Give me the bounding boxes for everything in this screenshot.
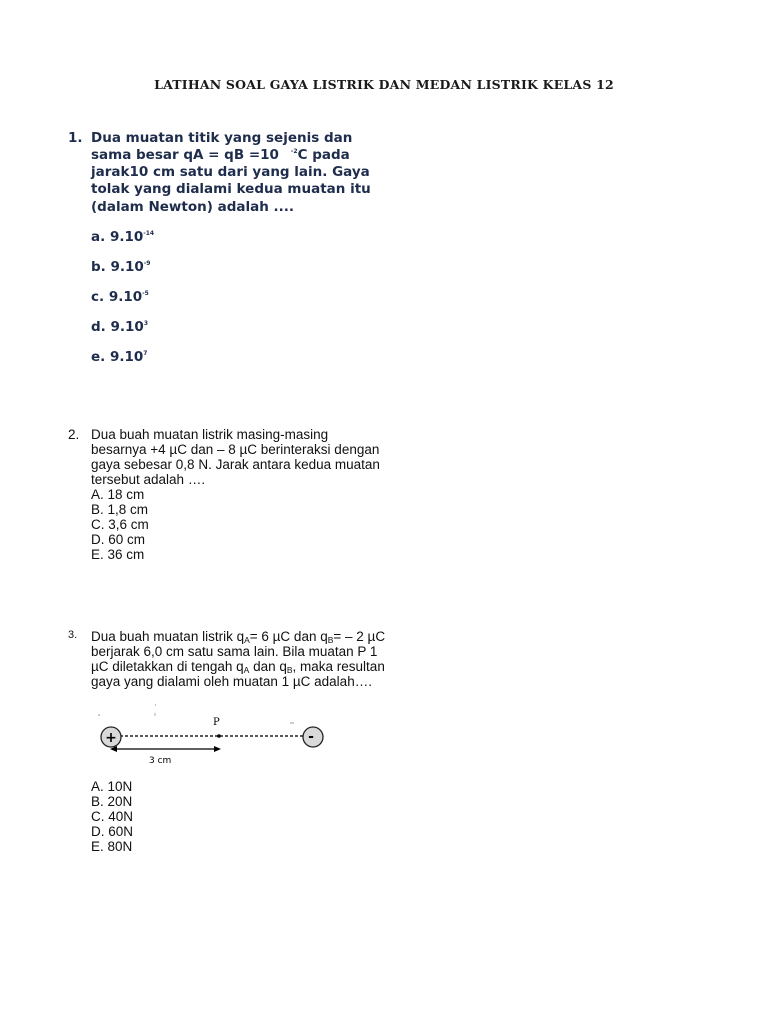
- option-b: b. $9.10^{-9}$: [91, 259, 151, 275]
- point-p-dot: [217, 734, 221, 738]
- exponent: -2: [290, 148, 298, 155]
- question-3-line: berjarak 6,0 cm satu sama lain. Bila muatan P 1: [91, 644, 378, 659]
- option-e: E. 36 cm: [91, 547, 145, 562]
- question-2-line: Dua buah muatan listrik masing-masing: [91, 427, 329, 442]
- option-a: a. $9.10^{-14}$: [91, 229, 155, 245]
- option-exponent: -5: [142, 290, 149, 297]
- option-e: E. 80N: [91, 839, 133, 854]
- question-2-line: gaya sebesar 0,8 N. Jarak antara kedua muatan: [91, 457, 380, 472]
- question-3-line: µC diletakkan di tengah $q_A$ dan $q_B$, maka resultan: [91, 659, 385, 675]
- page-title: LATIHAN SOAL GAYA LISTRIK DAN MEDAN LISTRIK KELAS 12: [154, 77, 614, 92]
- question-2-number: 2.: [68, 427, 80, 442]
- question-1-line: (dalam Newton) adalah ....: [91, 199, 295, 215]
- option-d: d. 9.10$^3$: [91, 319, 148, 335]
- option-b: B. 20N: [91, 794, 133, 809]
- option-exponent: -9: [143, 260, 151, 267]
- option-c: C. 40N: [91, 809, 134, 824]
- option-d: D. 60N: [91, 824, 134, 839]
- question-3-number: 3.: [68, 629, 78, 641]
- question-2-line: besarnya +4 µC dan – 8 µC berinteraksi dengan: [91, 442, 380, 457]
- option-c: c. $9.10^{-5}$: [91, 289, 149, 305]
- question-3-line: gaya yang dialami oleh muatan 1 µC adalah….: [91, 674, 372, 689]
- point-p-label: P: [213, 717, 220, 728]
- charge-diagram: [92, 703, 352, 767]
- question-3-line: Dua buah muatan listrik $q_A= 6$ µC dan $q_B= - 2$ µC: [91, 629, 386, 645]
- option-b: B. 1,8 cm: [91, 502, 149, 517]
- minus-sign: -: [308, 729, 314, 745]
- question-1-line: tolak yang dialami kedua muatan itu: [91, 181, 371, 197]
- option-a: A. 18 cm: [91, 487, 145, 502]
- option-d: D. 60 cm: [91, 532, 146, 547]
- option-a: A. 10N: [91, 779, 133, 794]
- question-1-line: jarak10 cm satu dari yang lain. Gaya: [91, 164, 370, 180]
- question-1-line: sama besar qA = qB =10 $^{-2}$C pada: [91, 147, 350, 163]
- question-1-line: Dua muatan titik yang sejenis dan: [91, 130, 353, 146]
- question-2-line: tersebut adalah ….: [91, 472, 206, 487]
- option-exponent: 7: [143, 350, 148, 357]
- arrow-right-head: [214, 746, 221, 752]
- distance-label: 3 cm: [149, 756, 172, 766]
- option-c: C. 3,6 cm: [91, 517, 149, 532]
- option-exponent: 3: [143, 320, 148, 327]
- plus-sign: +: [105, 730, 117, 746]
- option-exponent: -14: [143, 230, 155, 237]
- question-1-number: 1.: [68, 130, 83, 146]
- option-e: e. 9.10$^7$: [91, 349, 148, 365]
